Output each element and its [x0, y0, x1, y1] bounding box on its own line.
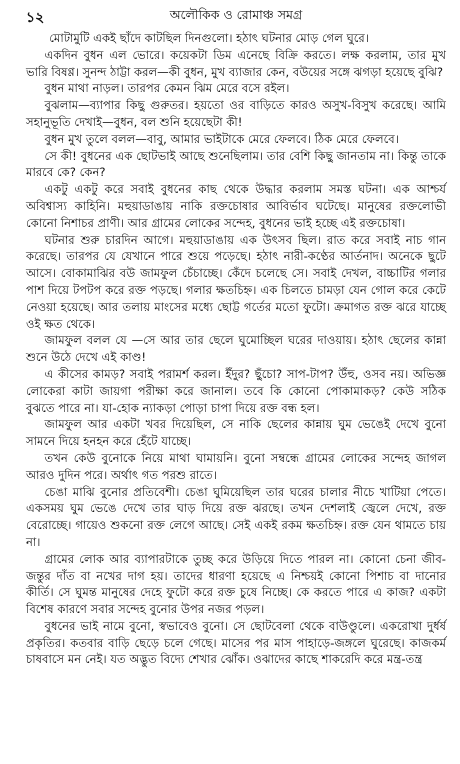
paragraph: বুধনের ভাই নামে বুনো, স্বভাবেও বুনো। সে ছোটবেলা থেকে বাউণ্ডুলে। একরোখা দুর্ধর্ষ প্রকৃতির। কতবার বাড়ি ছেড়ে চলে গেছে। মাসের পর মাস পাহাড়ে-জঙ্গলে ঘুরেছে। কাজকর্ম চাষবাসে মন নেই। যত অদ্ভুত বিদ্যে শেখার ঝোঁক। ওঝাদের কাছে শাকরেদি করে মন্ত্র-তন্ত্র — [26, 618, 446, 667]
paragraph: তখন কেউ বুনোকে নিয়ে মাথা ঘামায়নি। বুনো সম্বন্ধে গ্রামের লোকের সন্দেহ জাগল আরও দুদিন পরে। অর্থাৎ গত পরশু রাতে। — [26, 450, 446, 482]
paragraph: গ্রামের লোক আর ব্যাপারটাকে তুচ্ছ করে উড়িয়ে দিতে পারল না। কোনো চেনা জীব-জন্তুর দাঁত বা নখের দাগ হয়। তাদের ধারণা হয়েছে এ নিশ্চয়ই কোনো পিশাচ বা দানোর কীর্তি। সে ঘুমন্ত মানুষের দেহে ফুটো করে রক্ত চুষে নিচ্ছে। কে করতে পারে এ কাজ? একটা বিশেষ কারণে সবার সন্দেহ বুনোর উপর নজর পড়ল। — [26, 551, 446, 617]
paragraph: বুঝলাম—ব্যাপার কিছু গুরুতর। হয়তো ওর বাড়িতে কারও অসুখ-বিসুখ করেছে। আমি সহানুভূতি দেখাই—বুধন, বল শুনি হয়েছেটা কী! — [26, 98, 446, 129]
running-title: অলৌকিক ও রোমাঞ্চ সমগ্র — [169, 7, 303, 22]
page-number: ১২ — [26, 10, 45, 26]
paragraph: জামফুল আর একটা খবর দিয়েছিল, সে নাকি ছেলের কান্নায় ঘুম ভেঙেই দেখে বুনো সামনে দিয়ে হনহন করে হেঁটে যাচ্ছে। — [26, 417, 446, 449]
paragraph: চেঙা মাঝি বুনোর প্রতিবেশী। চেঙা ঘুমিয়েছিল তার ঘরের চালার নীচে খাটিয়া পেতে। একসময় ঘুম ভেঙে দেখে তার ঘাড় দিয়ে রক্ত ঝরছে। তখন দেশলাই জ্বেলে দেখে, রক্ত বেরোচ্ছে। গায়েও শুকনো রক্ত লেগে আছে। সেই একই রকম ক্ষতচিহ্ন। রক্ত যেন থামতে চায় না। — [26, 484, 446, 549]
paragraph: ঘটনার শুরু চারদিন আগে। মহুয়াডাঙায় এক উৎসব ছিল। রাত করে সবাই নাচ গান করেছে। তারপর যে যেখানে পারে শুয়ে পড়েছে। হঠাৎ নারী-কণ্ঠের আর্তনাদ। অনেকে ছুটে আসে। বোকামাঝির বউ জামফুল চেঁচাচ্ছে। কেঁদে চলেছে সে। সবাই দেখল, বাচ্চাটির গলার পাশ দিয়ে টপটপ করে রক্ত পড়ছে। গলার ক্ষতচিহ্ন। এক চিলতে চামড়া যেন গোল করে কেটে নেওয়া হয়েছে। আর তলায় মাংসের মধ্যে ছোট্ট গর্তের মতো ফুটো। ক্রমাগত রক্ত ঝরে যাচ্ছে ওই ক্ষত থেকে। — [26, 232, 446, 331]
paragraph: সে কী! বুধনের এক ছোটভাই আছে শুনেছিলাম। তার বেশি কিছু জানতাম না। কিন্তু তাকে মারবে কে? কেন? — [26, 148, 446, 180]
paragraph: মোটামুটি একই ছাঁদে কাটছিল দিনগুলো। হঠাৎ ঘটনার মোড় গেল ঘুরে। — [49, 31, 369, 45]
body-text — [26, 30, 446, 668]
paragraph: বুধন মাথা নাড়ল। তারপর কেমন ঝিম মেরে বসে রইল। — [44, 81, 290, 96]
paragraph: বুধন মুখ তুলে বলল—বাবু, আমার ভাইটাকে মেরে ফেলবে। ঠিক মেরে ফেলবে। — [44, 131, 399, 146]
page-header — [26, 6, 446, 26]
paragraph: এ কীসের কামড়? সবাই পরামর্শ করল। ইঁদুর? ছুঁচো? সাপ-টাপ? উঁহু, ওসব নয়। অভিজ্ঞ লোকেরা কাটা জায়গা পরীক্ষা করে জানাল। তবে কি কোনো পোকামাকড়? কেউ সঠিক বুঝতে পারে না। যা-হোক ন্যাকড়া পোড়া চাপা দিয়ে রক্ত বন্ধ হল। — [26, 366, 446, 415]
paragraph: একটু একটু করে সবাই বুধনের কাছ থেকে উদ্ধার করলাম সমস্ত ঘটনা। এক আশ্চর্য অবিশ্বাস্য কাহিনি। মহুয়াডাঙায় নাকি রক্তচোষার আবির্ভাব ঘটেছে। মানুষের রক্তলোভী কোনো নিশাচর প্রাণী। আর গ্রামের লোকের সন্দেহ, বুধনের ভাই হচ্ছে এই রক্তচোষা। — [26, 182, 446, 230]
paragraph: একদিন বুধন এল ভোরে। কয়েকটা ডিম এনেছে বিক্রি করতে। লক্ষ করলাম, তার মুখ ভারি বিষণ্ণ। সুনন্দ ঠাট্টা করল—কী বুধন, মুখ ব্যাজার কেন, বউয়ের সঙ্গে ঝগড়া হয়েছে বুঝি? — [26, 47, 446, 79]
paragraph: জামফুল বলল যে —সে আর তার ছেলে ঘুমোচ্ছিল ঘরের দাওয়ায়। হঠাৎ ছেলের কান্না শুনে উঠে দেখে এই কাণ্ড! — [26, 333, 446, 365]
